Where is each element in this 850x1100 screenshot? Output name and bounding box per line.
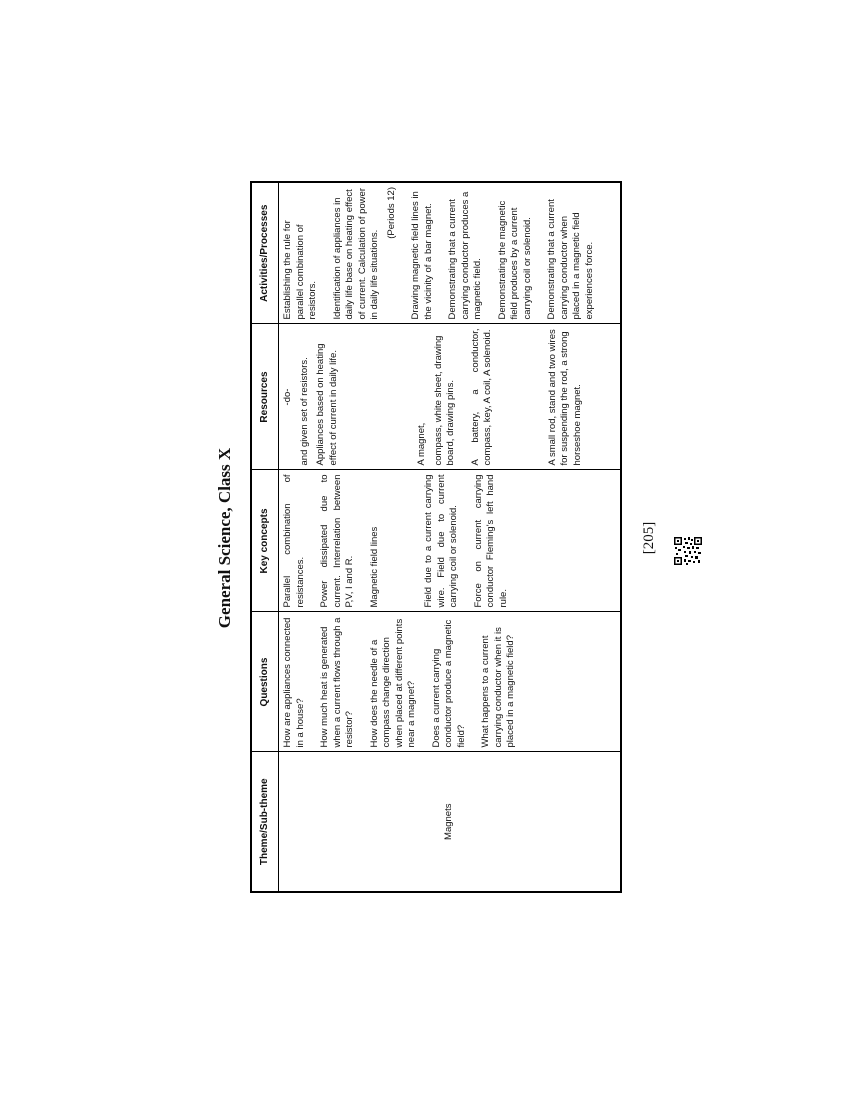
header-resources: Resources <box>251 324 279 470</box>
page-title: General Science, Class X <box>215 447 234 629</box>
qr-code-icon <box>674 537 702 565</box>
resource-3b: compass, white sheet, drawing board, drawing pins. <box>432 335 456 466</box>
key-concept-2: Power dissipated due to current. Interrelation between P,V, I and R. <box>319 474 355 608</box>
theme-cell <box>279 752 622 892</box>
question-3: How does the needle of a compass change direction when placed at different points near a magnet? <box>368 618 417 748</box>
key-concept-4: Field due to a current carrying wire. Field due to current carrying coil or solenoid. <box>423 474 459 608</box>
page-number: [205] <box>641 521 657 555</box>
resource-5: A small rod, stand and two wires for suspending the rod, a strong horseshoe magnet. <box>546 329 583 466</box>
activity-4: Demonstrating that a current carrying conductor produces a magnetic field. <box>447 191 483 320</box>
rotated-page <box>215 183 657 893</box>
key-concept-5: Force on current carrying conductor Fleming's left hand rule. <box>472 474 509 608</box>
resource-3a: A magnet, <box>416 422 427 466</box>
theme-label: Magnets <box>443 803 455 840</box>
question-5: What happens to a current carrying conductor when it is placed in a magnetic field? <box>480 627 516 748</box>
activity-3: Drawing magnetic field lines in the vicinity of a bar magnet. <box>410 191 434 320</box>
question-1: How are appliances connected in a house? <box>282 617 306 748</box>
resource-ditto: -do- <box>282 388 293 406</box>
key-concept-1: Parallel combination of resistances. <box>282 474 306 608</box>
resource-2: Appliances based on heating effect of current in daily life. <box>315 343 339 466</box>
activities-cell <box>279 182 622 324</box>
questions-cell <box>279 612 622 752</box>
question-4: Does a current carrying conductor produce a magnetic field? <box>430 619 467 748</box>
activity-2: Identification of appliances in daily life base on heating effect of current. Calculation of power in daily life situations. <box>331 188 380 320</box>
header-questions: Questions <box>251 612 279 752</box>
header-activities: Activities/Processes <box>251 182 279 324</box>
curriculum-table <box>250 181 622 893</box>
resources-cell <box>279 324 622 470</box>
resource-1: and given set of resistors. <box>298 357 310 466</box>
activity-1: Establishing the rule for parallel combination of resistors. <box>282 220 318 320</box>
activity-2-periods: (Periods 12) <box>385 187 397 239</box>
table-row <box>279 182 622 892</box>
table-header-row <box>251 182 279 892</box>
spacer <box>352 329 416 466</box>
spacer <box>393 475 423 608</box>
key-concepts-cell <box>279 470 622 612</box>
spacer <box>507 329 547 466</box>
resource-4: A battery, a conductor, compass, key, A coil, A solenoid. <box>469 328 493 466</box>
activity-5: Demonstrating the magnetic field produces by a current carrying coil or solenoid. <box>496 200 533 320</box>
key-concept-3: Magnetic field lines <box>368 526 380 608</box>
header-key-concepts: Key concepts <box>251 470 279 612</box>
question-2: How much heat is generated when a current flows through a resistor? <box>319 617 355 748</box>
header-theme: Theme/Sub-theme <box>251 752 279 892</box>
activity-6: Demonstrating that a current carrying conductor when placed in a magnetic field experiences force. <box>546 199 595 320</box>
